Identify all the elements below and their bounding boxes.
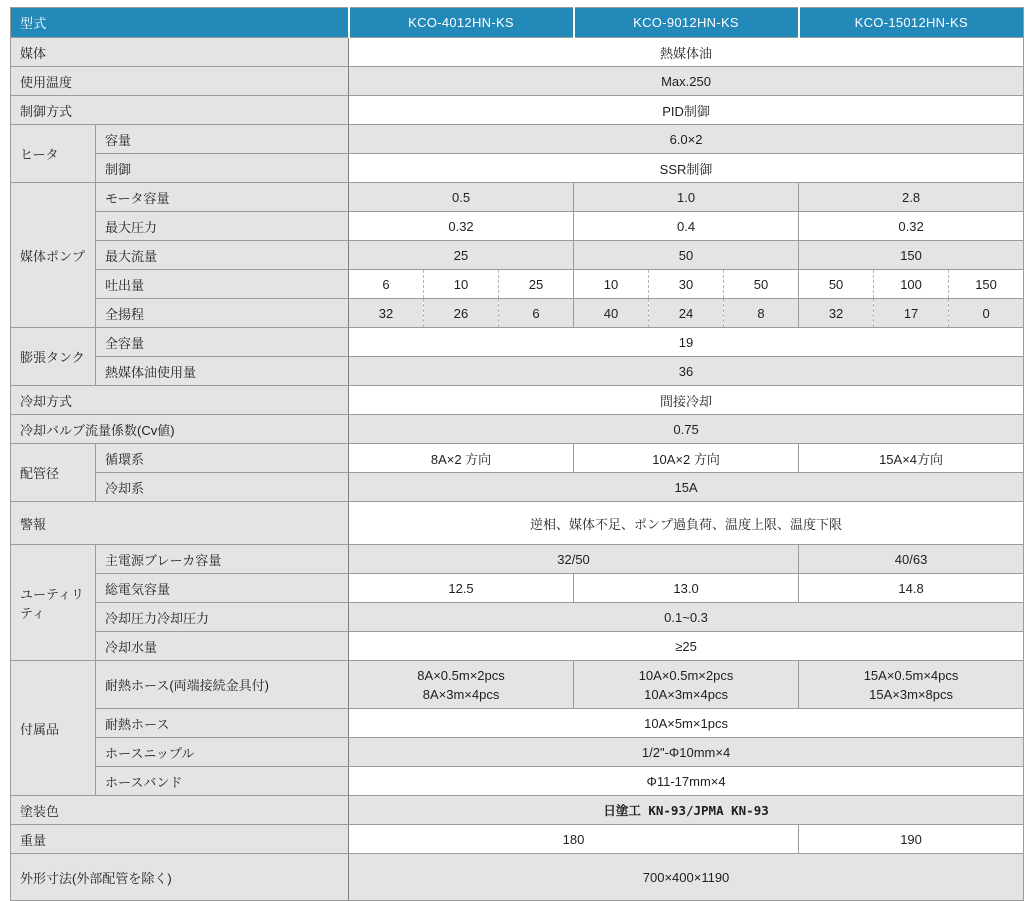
row-pump-pressure (11, 212, 1024, 241)
model-column-header-3: KCO-15012HN-KS (799, 8, 1024, 38)
spec-value-heater-control: SSR制御 (349, 154, 1024, 183)
spec-value-utility-cool-pressure: 0.1~0.3 (349, 603, 1024, 632)
spec-value-pump-head-1: 32 (349, 299, 424, 328)
spec-value-pump-discharge-7: 50 (799, 270, 874, 299)
spec-value-media: 熱媒体油 (349, 38, 1024, 67)
spec-value-temp: Max.250 (349, 67, 1024, 96)
model-type-header: 型式 (11, 8, 349, 38)
row-dimensions (11, 854, 1024, 901)
row-utility-breaker (11, 545, 1024, 574)
row-label-utility-breaker: 主電源ブレーカ容量 (96, 545, 349, 574)
row-label-band: ホースバンド (96, 767, 349, 796)
row-paint (11, 796, 1024, 825)
row-label-temp: 使用温度 (11, 67, 349, 96)
row-label-cv: 冷却バルブ流量係数(Cv値) (11, 415, 349, 444)
row-cv (11, 415, 1024, 444)
row-utility-electric (11, 574, 1024, 603)
spec-value-hose-fitted-1 (349, 661, 574, 709)
row-utility-water (11, 632, 1024, 661)
row-label-alarm: 警報 (11, 502, 349, 545)
group-label-heater: ヒータ (11, 125, 96, 183)
row-tank-total (11, 328, 1024, 357)
model-column-header-2: KCO-9012HN-KS (574, 8, 799, 38)
spec-value-hose-fitted-3 (799, 661, 1024, 709)
row-label-piping-circulation: 循環系 (96, 444, 349, 473)
spec-value-pump-motor-1: 0.5 (349, 183, 574, 212)
group-label-tank: 膨張タンク (11, 328, 96, 386)
spec-value-pump-pressure-3: 0.32 (799, 212, 1024, 241)
spec-value-pump-pressure-2: 0.4 (574, 212, 799, 241)
row-label-pump-discharge: 吐出量 (96, 270, 349, 299)
row-pump-discharge (11, 270, 1024, 299)
spec-value-pump-head-6: 8 (724, 299, 799, 328)
row-label-cooling-method: 冷却方式 (11, 386, 349, 415)
spec-value-pump-discharge-9: 150 (949, 270, 1024, 299)
spec-value-heater-capacity: 6.0×2 (349, 125, 1024, 154)
spec-value-piping-circulation-1: 8A×2 方向 (349, 444, 574, 473)
spec-value-pump-head-9: 0 (949, 299, 1024, 328)
row-label-weight: 重量 (11, 825, 349, 854)
group-label-piping: 配管径 (11, 444, 96, 502)
row-pump-head (11, 299, 1024, 328)
row-alarm (11, 502, 1024, 545)
spec-value-pump-head-3: 6 (499, 299, 574, 328)
spec-value-utility-electric-1: 12.5 (349, 574, 574, 603)
header-row (11, 8, 1024, 38)
spec-value-tank-total: 19 (349, 328, 1024, 357)
row-pump-motor (11, 183, 1024, 212)
row-utility-cool-pressure (11, 603, 1024, 632)
row-heater-capacity (11, 125, 1024, 154)
row-label-media: 媒体 (11, 38, 349, 67)
hose-fitted-1-line2: 8A×3m×4pcs (422, 686, 500, 702)
spec-value-pump-flow-2: 50 (574, 241, 799, 270)
group-label-accessories: 付属品 (11, 661, 96, 796)
spec-value-hose: 10A×5m×1pcs (349, 709, 1024, 738)
spec-value-pump-discharge-8: 100 (874, 270, 949, 299)
spec-value-tank-oil: 36 (349, 357, 1024, 386)
row-label-piping-cooling: 冷却系 (96, 473, 349, 502)
row-label-heater-control: 制御 (96, 154, 349, 183)
spec-value-pump-pressure-1: 0.32 (349, 212, 574, 241)
spec-value-pump-head-8: 17 (874, 299, 949, 328)
spec-value-pump-head-7: 32 (799, 299, 874, 328)
row-tank-oil (11, 357, 1024, 386)
group-label-pump: 媒体ポンプ (11, 183, 96, 328)
row-label-paint: 塗装色 (11, 796, 349, 825)
row-label-tank-oil: 熱媒体油使用量 (96, 357, 349, 386)
spec-value-dimensions: 700×400×1190 (349, 854, 1024, 901)
spec-value-utility-electric-3: 14.8 (799, 574, 1024, 603)
hose-fitted-2-line2: 10A×3m×4pcs (644, 686, 728, 702)
row-piping-cooling (11, 473, 1024, 502)
spec-value-pump-flow-3: 150 (799, 241, 1024, 270)
row-accessories-hose-fitted (11, 661, 1024, 709)
spec-value-pump-discharge-3: 25 (499, 270, 574, 299)
row-label-pump-pressure: 最大圧力 (96, 212, 349, 241)
spec-value-nipple: 1/2"-Φ10mm×4 (349, 738, 1024, 767)
row-control-method (11, 96, 1024, 125)
row-label-pump-motor: モータ容量 (96, 183, 349, 212)
group-label-utility: ユーティリティ (11, 545, 96, 661)
spec-value-cooling-method: 間接冷却 (349, 386, 1024, 415)
spec-value-pump-motor-3: 2.8 (799, 183, 1024, 212)
spec-sheet (10, 7, 1024, 901)
spec-value-weight-1: 180 (349, 825, 799, 854)
spec-value-utility-water: ≥25 (349, 632, 1024, 661)
row-label-hose-fitted: 耐熱ホース(両端接続金具付) (96, 661, 349, 709)
row-label-nipple: ホースニップル (96, 738, 349, 767)
spec-value-band: Φ11-17mm×4 (349, 767, 1024, 796)
row-label-control-method: 制御方式 (11, 96, 349, 125)
hose-fitted-2-line1: 10A×0.5m×2pcs (638, 667, 734, 683)
spec-value-control-method: PID制御 (349, 96, 1024, 125)
row-accessories-band (11, 767, 1024, 796)
spec-value-weight-2: 190 (799, 825, 1024, 854)
hose-fitted-3-line2: 15A×3m×8pcs (869, 686, 953, 702)
row-accessories-hose (11, 709, 1024, 738)
row-label-heater-capacity: 容量 (96, 125, 349, 154)
row-label-utility-water: 冷却水量 (96, 632, 349, 661)
row-temp (11, 67, 1024, 96)
spec-value-pump-flow-1: 25 (349, 241, 574, 270)
model-column-header-1: KCO-4012HN-KS (349, 8, 574, 38)
spec-value-pump-motor-2: 1.0 (574, 183, 799, 212)
row-label-hose: 耐熱ホース (96, 709, 349, 738)
spec-value-utility-electric-2: 13.0 (574, 574, 799, 603)
row-weight (11, 825, 1024, 854)
row-label-utility-electric: 総電気容量 (96, 574, 349, 603)
row-label-tank-total: 全容量 (96, 328, 349, 357)
row-label-pump-head: 全揚程 (96, 299, 349, 328)
spec-value-cv: 0.75 (349, 415, 1024, 444)
spec-value-pump-discharge-2: 10 (424, 270, 499, 299)
hose-fitted-3-line1: 15A×0.5m×4pcs (863, 667, 959, 683)
spec-value-pump-discharge-1: 6 (349, 270, 424, 299)
spec-value-pump-head-2: 26 (424, 299, 499, 328)
spec-value-utility-breaker-1: 32/50 (349, 545, 799, 574)
spec-value-alarm: 逆相、媒体不足、ポンプ過負荷、温度上限、温度下限 (349, 502, 1024, 545)
row-accessories-nipple (11, 738, 1024, 767)
spec-value-piping-cooling: 15A (349, 473, 1024, 502)
row-heater-control (11, 154, 1024, 183)
spec-table (10, 7, 1024, 901)
spec-value-paint: 日塗工 KN-93/JPMA KN-93 (349, 796, 1024, 825)
spec-value-pump-discharge-6: 50 (724, 270, 799, 299)
row-label-utility-cool-pressure: 冷却圧力冷却圧力 (96, 603, 349, 632)
row-media (11, 38, 1024, 67)
spec-value-piping-circulation-2: 10A×2 方向 (574, 444, 799, 473)
spec-value-utility-breaker-2: 40/63 (799, 545, 1024, 574)
spec-value-pump-head-4: 40 (574, 299, 649, 328)
row-cooling-method (11, 386, 1024, 415)
spec-value-pump-head-5: 24 (649, 299, 724, 328)
spec-value-piping-circulation-3: 15A×4方向 (799, 444, 1024, 473)
spec-value-pump-discharge-5: 30 (649, 270, 724, 299)
hose-fitted-1-line1: 8A×0.5m×2pcs (417, 667, 505, 683)
row-label-pump-flow: 最大流量 (96, 241, 349, 270)
spec-value-pump-discharge-4: 10 (574, 270, 649, 299)
spec-value-hose-fitted-2 (574, 661, 799, 709)
row-label-dimensions: 外形寸法(外部配管を除く) (11, 854, 349, 901)
row-piping-circulation (11, 444, 1024, 473)
row-pump-flow (11, 241, 1024, 270)
